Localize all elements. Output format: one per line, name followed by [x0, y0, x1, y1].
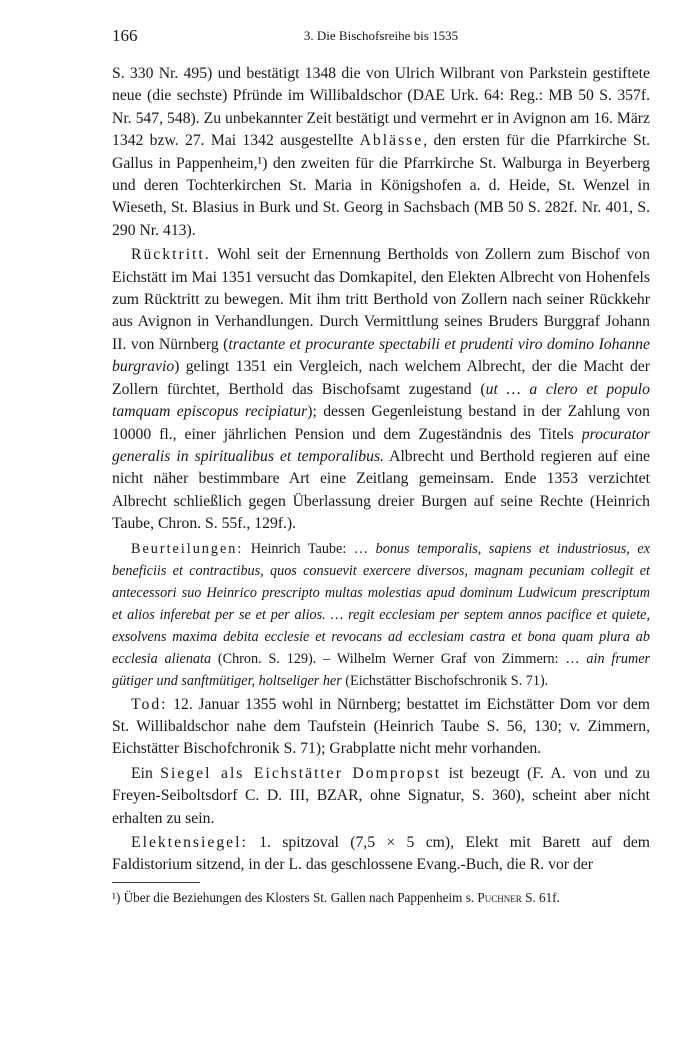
- running-title: 3. Die Bischofsreihe bis 1535: [303, 28, 459, 43]
- latin-quote: ut … a clero et populo tamquam episcopus recipiatur: [112, 380, 650, 421]
- section-heading-ruecktritt: Rücktritt.: [131, 246, 211, 264]
- spaced-term: Ablässe: [359, 132, 424, 150]
- spaced-term: Siegel als Eichstätter Dompropst: [160, 764, 442, 782]
- main-text: [112, 63, 650, 877]
- footnote: ¹) Über die Beziehungen des Klosters St. Gallen nach Pappenheim s. Puchner S. 61f.: [112, 890, 560, 905]
- latin-quote: procurator generalis in spiritualibus et temporalibus.: [112, 425, 650, 465]
- page-header: [112, 26, 650, 48]
- latin-quote: tractante et procurante spectabili et prudenti viro domino Iohanne burgravio: [112, 335, 650, 376]
- paragraph-indulgences: S. 330 Nr. 495) und bestätigt 1348 die von Ulrich Wilbrant von Parkstein gestiftete neue (die sechste) Pfründe im Willibaldschor (DAE Urk. 64: Reg.: MB 50 S. 357f. Nr. 547, 548). Zu unbekannter Zeit bestätigt und vermehrt er in Avignon am 16. März 1342 bzw. 27. Mai 1342 ausgestellte Ablässe, den ersten für die Pfarrkirche St. Gallus in Pappenheim,¹) den zweiten für die Pfarrkirche St. Walburga in Beyerberg und deren Tochterkirchen St. Maria in Königshofen a. d. Heide, St. Wenzel in Wieseth, St. Blasius in Burk und St. Georg in Sachsbach (MB 50 S. 282f. Nr. 401, S. 290 Nr. 413).: [112, 65, 651, 239]
- german-quote: ain frumer gütiger und sanftmütiger, holtseliger her: [112, 650, 651, 689]
- paragraph-elect-seal: Elektensiegel: 1. spitzoval (7,5 × 5 cm), Elekt mit Barett auf dem Faldistorium sitzend, in der L. das geschlossene Evang.-Buch, die R. vor der: [112, 833, 650, 874]
- footnote-author: Puchner: [477, 890, 522, 905]
- paragraph-resignation: Rücktritt. Wohl seit der Ernennung Bertholds von Zollern zum Bischof von Eichstätt im Mai 1351 versucht das Domkapitel, den Elekten Albrecht von Hohenfels zum Rücktritt zu bewegen. Mit ihm tritt Berthold von Zollern nach seiner Rückkehr aus Avignon in Verhandlungen. Durch Vermittlung seines Bruders Burggraf Johann II. von Nürnberg (tractante et procurante spectabili et prudenti viro domino Iohanne burgravio) gelingt 1351 ein Vergleich, nach welchem Albrecht, der die Macht der Zollern fürchtet, Berthold das Bischofsamt zugestand (ut … a clero et populo tamquam episcopus recipiatur); dessen Gegenleistung bestand in der Zahlung von 10000 fl., einer jährlichen Pension und dem Zugeständnis des Titels procurator generalis in spiritualibus et temporalibus. Albrecht und Berthold regieren auf eine nicht näher bestimmbare Art eine Zeitlang gemeinsam. Ende 1353 verzichtet Albrecht schließlich gegen Überlassung dreier Burgen auf seine Rechte (Heinrich Taube, Chron. S. 55f., 129f.).: [112, 246, 651, 533]
- section-heading-elektensiegel: Elektensiegel:: [131, 833, 248, 851]
- page-number: 166: [112, 26, 138, 45]
- paragraph-death: Tod: 12. Januar 1355 wohl in Nürnberg; bestattet im Eichstätter Dom vor dem St. Willibaldschor nahe dem Taufstein (Heinrich Taube S. 56, 130; v. Zimmern, Eichstätter Bischofchronik S. 71); Grabplatte nicht mehr vorhanden.: [112, 695, 650, 758]
- section-heading-beurteilungen: Beurteilungen:: [131, 540, 244, 557]
- paragraph-assessments: Beurteilungen: Heinrich Taube: … bonus temporalis, sapiens et industriosus, ex beneficiis et contractibus, quos consuevit exercere diversos, magnam pecuniam collegit et antecessori suo Heinrico prescripto multas molestias apud dominum Ludwicum prescriptum et alios inferebat per se et per alios. … regit ecclesiam per septem annos pacifice et quiete, exsolvens maxima debita ecclesie et revocans ad ecclesiam castra et bona quam plura ab ecclesia alienata (Chron. S. 129). – Wilhelm Werner Graf von Zimmern: … ain frumer gütiger und sanftmütiger, holtseliger her (Eichstätter Bischofschronik S. 71).: [112, 540, 651, 689]
- section-heading-tod: Tod:: [131, 695, 168, 713]
- latin-quote: bonus temporalis, sapiens et industriosus, ex beneficiis et contractibus, quos consuevit exercere diversos, magnam pecuniam collegit et antecessori suo Heinrico prescripto multas molestias apud dominum Ludwicum prescriptum et alios inferebat per se et per alios. … regit ecclesiam per septem annos pacifice et quiete, exsolvens maxima debita ecclesie et revocans ad ecclesiam castra et bona quam plura ab ecclesia alienata: [112, 540, 650, 667]
- footnote-rule: [112, 882, 200, 883]
- paragraph-seal-provost: Ein Siegel als Eichstätter Dompropst ist bezeugt (F. A. von und zu Freyen-Seiboltsdorf C. D. III, BZAR, ohne Signatur, S. 360), scheint aber nicht erhalten zu sein.: [112, 764, 650, 827]
